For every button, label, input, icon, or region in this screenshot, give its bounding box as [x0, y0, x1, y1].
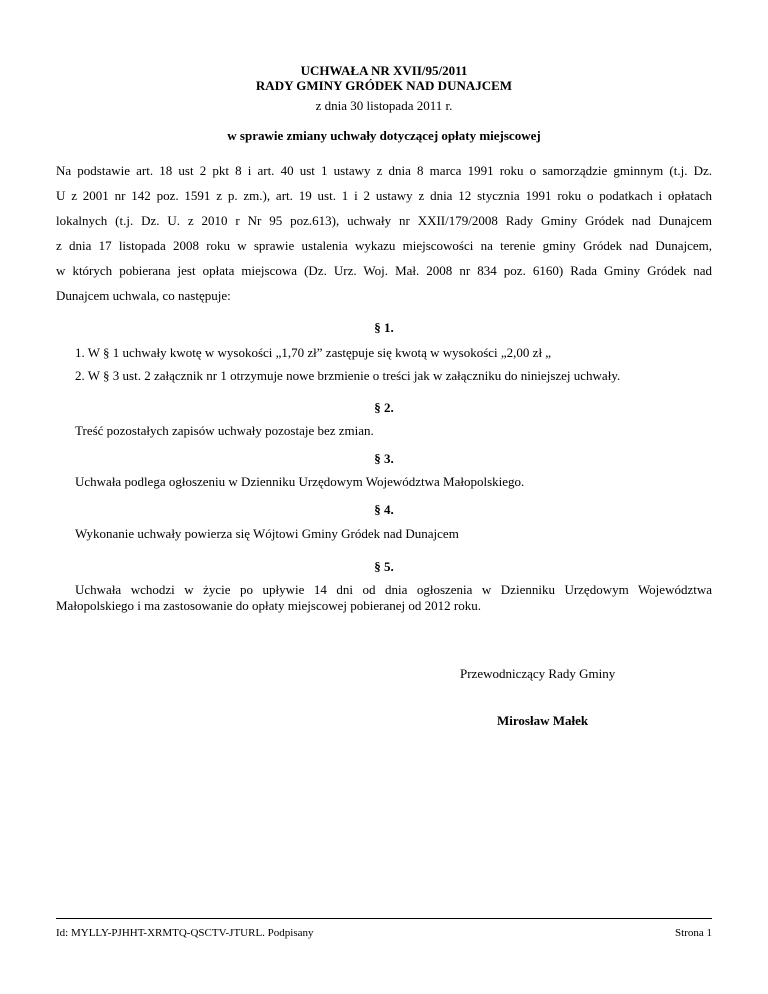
- preamble-line: w których pobierana jest opłata miejscowa (Dz. Urz. Woj. Mał. 2008 nr 834 poz. 6160) Rada Gminy Gródek nad: [56, 263, 712, 278]
- resolution-date: z dnia 30 listopada 2011 r.: [315, 98, 453, 113]
- section-paragraph: Uchwała wchodzi w życie po upływie 14 dni od dnia ogłoszenia w Dzienniku Urzędowym Województwa: [75, 582, 712, 597]
- section-heading: § 2.: [374, 400, 394, 415]
- signatory-name: Mirosław Małek: [497, 713, 589, 728]
- signatory-role: Przewodniczący Rady Gminy: [460, 666, 616, 681]
- section-heading: § 1.: [374, 320, 394, 335]
- section-heading: § 3.: [374, 451, 394, 466]
- section-paragraph: 2. W § 3 ust. 2 załącznik nr 1 otrzymuje nowe brzmienie o treści jak w załączniku do niniejszej uchwały.: [75, 368, 621, 383]
- council-name: RADY GMINY GRÓDEK NAD DUNAJCEM: [255, 78, 513, 93]
- resolution-subject: w sprawie zmiany uchwały dotyczącej opłaty miejscowej: [227, 128, 541, 143]
- page-number: Strona 1: [675, 927, 712, 939]
- preamble-line: Dunajcem uchwala, co następuje:: [56, 288, 231, 303]
- preamble-line: z dnia 17 listopada 2008 roku w sprawie ustalenia wykazu miejscowości na terenie gminy Gródek nad Dunajcem,: [56, 238, 712, 253]
- preamble-line: lokalnych (t.j. Dz. U. z 2010 r Nr 95 poz.613), uchwały nr XXII/179/2008 Rady Gminy Gródek nad Dunajcem: [56, 213, 712, 228]
- footer-divider: [56, 918, 712, 919]
- section-paragraph: Treść pozostałych zapisów uchwały pozostaje bez zmian.: [75, 423, 374, 438]
- resolution-title: UCHWAŁA NR XVII/95/2011: [300, 63, 468, 78]
- preamble: [56, 163, 712, 313]
- preamble-line: U z 2001 nr 142 poz. 1591 z p. zm.), art. 19 ust. 1 i 2 ustawy z dnia 12 stycznia 1991 roku o podatkach i opłatach: [56, 188, 712, 203]
- section-paragraph: Wykonanie uchwały powierza się Wójtowi Gminy Gródek nad Dunajcem: [75, 526, 459, 541]
- section-paragraph: Małopolskiego i ma zastosowanie do opłaty miejscowej pobieranej od 2012 roku.: [56, 598, 481, 613]
- section-heading: § 5.: [374, 559, 394, 574]
- section-paragraph: 1. W § 1 uchwały kwotę w wysokości „1,70 zł” zastępuje się kwotą w wysokości „2,00 zł „: [75, 345, 552, 360]
- document-id: Id: MYLLY-PJHHT-XRMTQ-QSCTV-JTURL. Podpisany: [56, 927, 314, 939]
- preamble-line: Na podstawie art. 18 ust 2 pkt 8 i art. 40 ust 1 ustawy z dnia 8 marca 1991 roku o samorządzie gminnym (t.j. Dz.: [56, 163, 712, 178]
- section-paragraph: Uchwała podlega ogłoszeniu w Dzienniku Urzędowym Województwa Małopolskiego.: [75, 474, 525, 489]
- section-heading: § 4.: [374, 502, 394, 517]
